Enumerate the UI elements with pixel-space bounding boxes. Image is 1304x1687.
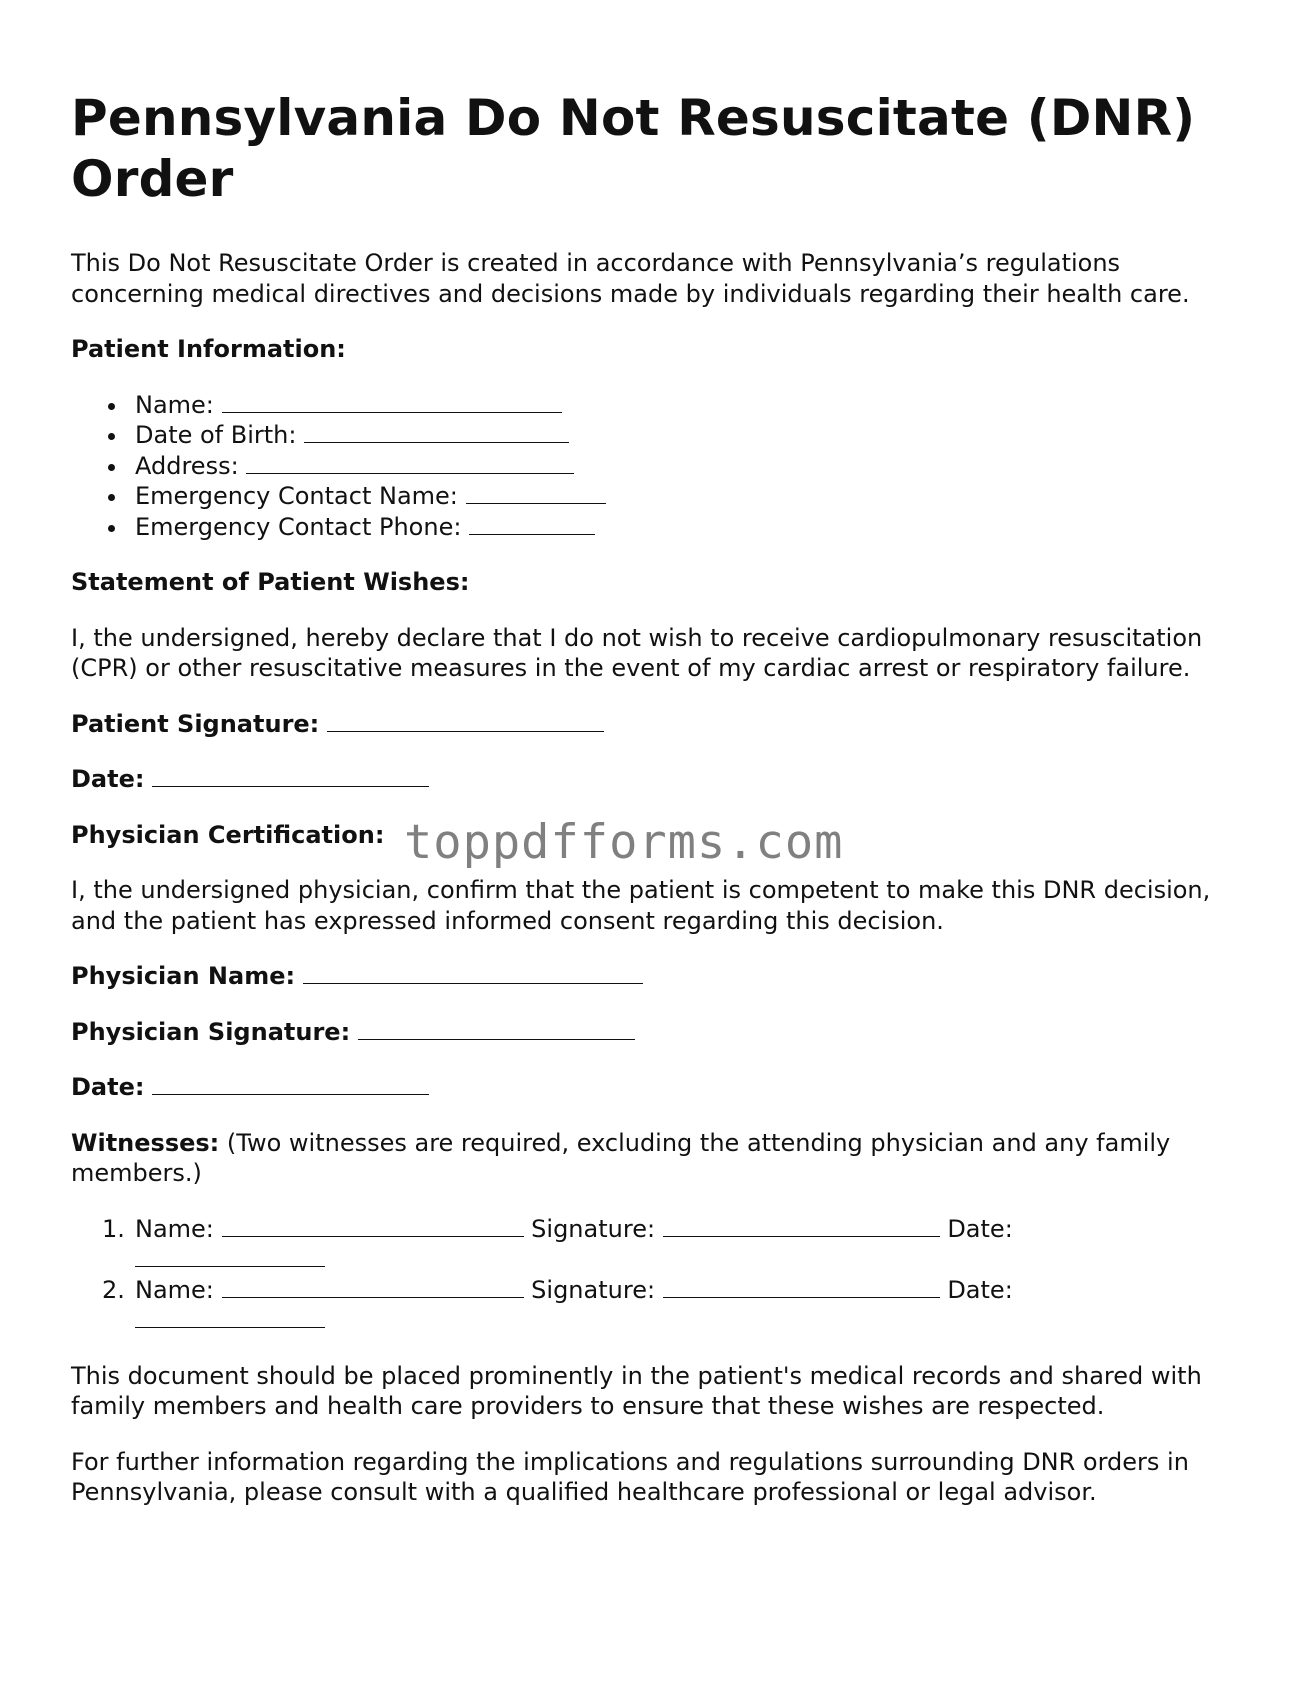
blank-line: [358, 1017, 635, 1040]
field-label: Emergency Contact Name:: [135, 482, 458, 510]
witness-date-label: Date:: [947, 1214, 1013, 1243]
patient-dob-field: [135, 420, 1241, 451]
patient-date-line: [71, 764, 1241, 795]
closing-paragraph-2: For further information regarding the implications and regulations surrounding DNR orders in Pennsylvania, please consult with a qualified healthcare professional or legal advisor.: [71, 1447, 1189, 1506]
blank-line: [663, 1214, 940, 1237]
emergency-contact-name-field: [135, 481, 1241, 512]
witnesses-note: (Two witnesses are required, excluding the attending physician and any family members.): [71, 1128, 1171, 1187]
witness-name-label: Name:: [135, 1214, 214, 1243]
field-label: Date of Birth:: [135, 421, 297, 449]
document: [71, 88, 1241, 1533]
witness-row: [102, 1275, 1241, 1336]
witness-row: [102, 1214, 1241, 1275]
patient-signature-line: [71, 709, 1241, 740]
patient-name-field: [135, 390, 1241, 421]
witness-number: 1.: [102, 1214, 125, 1243]
document-title: Pennsylvania Do Not Resuscitate (DNR) Order: [71, 89, 1196, 208]
blank-line: [327, 709, 604, 732]
witness-signature-label: Signature:: [531, 1214, 656, 1243]
blank-line: [152, 1072, 429, 1095]
blank-line: [222, 1214, 524, 1237]
blank-line: [152, 764, 429, 787]
blank-line: [466, 481, 606, 504]
emergency-contact-phone-field: [135, 512, 1241, 543]
witness-name-label: Name:: [135, 1275, 214, 1304]
blank-line: [222, 1275, 524, 1298]
watermark: toppdfforms.com: [404, 815, 844, 870]
patient-wishes-text: I, the undersigned, hereby declare that I do not wish to receive cardiopulmonary resuscitation (CPR) or other resuscitative measures in the event of my cardiac arrest or respiratory failure.: [71, 623, 1203, 682]
blank-line: [135, 1305, 325, 1328]
blank-line: [663, 1275, 940, 1298]
witness-number: 2.: [102, 1275, 125, 1304]
witnesses-heading: Witnesses:: [71, 1128, 220, 1157]
field-label: Emergency Contact Phone:: [135, 512, 462, 541]
physician-name-line: [71, 961, 1241, 992]
physician-certification-text: I, the undersigned physician, confirm that the patient is competent to make this DNR decision, and the patient has expressed informed consent regarding this decision.: [71, 876, 1211, 935]
blank-line: [222, 390, 562, 413]
patient-wishes-heading: Statement of Patient Wishes:: [71, 568, 470, 596]
field-label: Name:: [135, 390, 214, 419]
blank-line: [304, 420, 569, 443]
closing-paragraph-1: This document should be placed prominently in the patient's medical records and shared with family members and health care providers to ensure that these wishes are respected.: [71, 1361, 1202, 1420]
physician-certification-heading: Physician Certification:: [71, 820, 385, 849]
physician-name-label: Physician Name:: [71, 962, 296, 990]
patient-date-label: Date:: [71, 765, 145, 793]
physician-date-label: Date:: [71, 1073, 145, 1101]
patient-signature-label: Patient Signature:: [71, 709, 320, 738]
patient-info-list: [71, 390, 1241, 543]
field-label: Address:: [135, 451, 239, 480]
blank-line: [303, 961, 643, 984]
witness-date-label: Date:: [947, 1275, 1013, 1304]
physician-date-line: [71, 1072, 1241, 1103]
intro-paragraph: This Do Not Resuscitate Order is created in accordance with Pennsylvania’s regulations concerning medical directives and decisions made by individuals regarding their health care.: [71, 249, 1190, 308]
physician-signature-line: [71, 1017, 1241, 1048]
witnesses-paragraph: [71, 1128, 1241, 1189]
patient-info-heading: Patient Information:: [71, 335, 346, 363]
physician-signature-label: Physician Signature:: [71, 1017, 351, 1046]
patient-address-field: [135, 451, 1241, 482]
witness-signature-label: Signature:: [531, 1275, 656, 1304]
witness-list: [71, 1214, 1241, 1336]
blank-line: [246, 451, 574, 474]
blank-line: [469, 512, 595, 535]
blank-line: [135, 1244, 325, 1267]
